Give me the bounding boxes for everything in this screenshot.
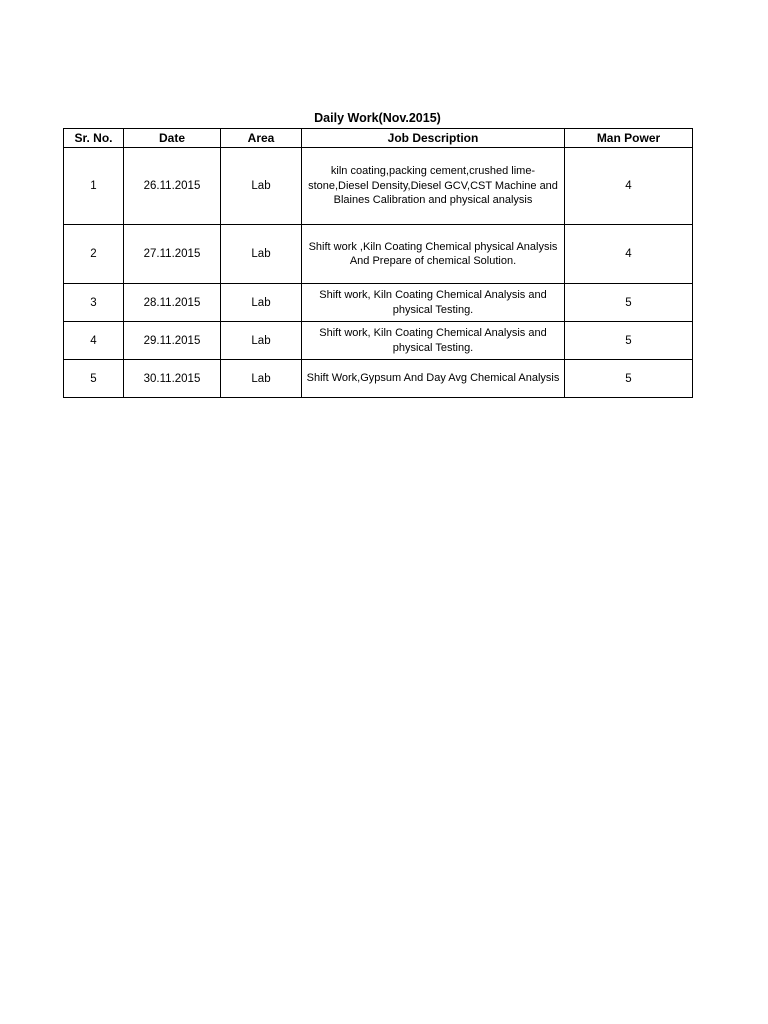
cell-man-power: 5 <box>565 322 693 360</box>
table-header-row <box>64 129 693 148</box>
cell-man-power: 4 <box>565 148 693 225</box>
header-man-power: Man Power <box>565 129 693 148</box>
table-row <box>64 360 693 398</box>
cell-date: 30.11.2015 <box>124 360 221 398</box>
cell-job-description: Shift work ,Kiln Coating Chemical physical Analysis And Prepare of chemical Solution. <box>302 225 565 284</box>
cell-area: Lab <box>221 284 302 322</box>
cell-date: 28.11.2015 <box>124 284 221 322</box>
header-job-description: Job Description <box>302 129 565 148</box>
cell-man-power: 5 <box>565 284 693 322</box>
cell-area: Lab <box>221 360 302 398</box>
cell-sr-no: 4 <box>64 322 124 360</box>
cell-man-power: 5 <box>565 360 693 398</box>
cell-job-description: kiln coating,packing cement,crushed lime-stone,Diesel Density,Diesel GCV,CST Machine and Blaines Calibration and physical analysis <box>302 148 565 225</box>
header-area: Area <box>221 129 302 148</box>
table-row <box>64 148 693 225</box>
header-sr-no: Sr. No. <box>64 129 124 148</box>
cell-sr-no: 1 <box>64 148 124 225</box>
cell-job-description: Shift work, Kiln Coating Chemical Analysis and physical Testing. <box>302 284 565 322</box>
cell-date: 27.11.2015 <box>124 225 221 284</box>
cell-area: Lab <box>221 148 302 225</box>
cell-job-description: Shift work, Kiln Coating Chemical Analysis and physical Testing. <box>302 322 565 360</box>
cell-sr-no: 3 <box>64 284 124 322</box>
cell-date: 29.11.2015 <box>124 322 221 360</box>
cell-area: Lab <box>221 225 302 284</box>
daily-work-table <box>63 128 693 398</box>
cell-date: 26.11.2015 <box>124 148 221 225</box>
cell-area: Lab <box>221 322 302 360</box>
cell-man-power: 4 <box>565 225 693 284</box>
cell-sr-no: 2 <box>64 225 124 284</box>
header-date: Date <box>124 129 221 148</box>
document-title: Daily Work(Nov.2015) <box>314 111 441 125</box>
cell-job-description: Shift Work,Gypsum And Day Avg Chemical Analysis <box>302 360 565 398</box>
table-row <box>64 225 693 284</box>
cell-sr-no: 5 <box>64 360 124 398</box>
table-row <box>64 284 693 322</box>
table-row <box>64 322 693 360</box>
